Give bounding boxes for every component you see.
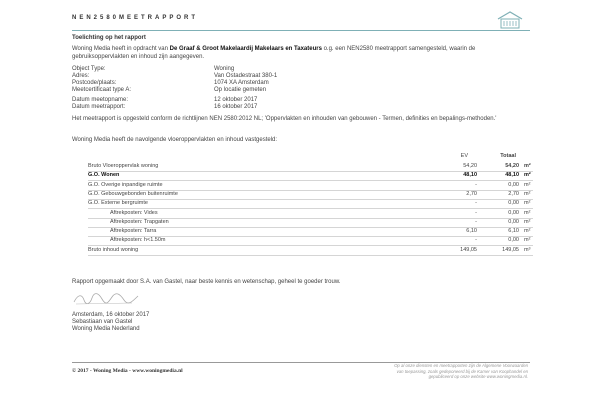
row-ev-value: 54,20 <box>463 163 477 169</box>
footer-copyright: © 2017 - Woning Media - www.woningmedia.nl <box>72 368 183 374</box>
row-label: G.O. Overige inpandige ruimte <box>88 181 163 188</box>
object-info-value: Woning <box>214 66 235 72</box>
table-intro: Woning Media heeft de navolgende vloeroppervlakten en inhoud vastgesteld: <box>72 137 278 143</box>
norm-paragraph: Het meetrapport is opgesteld conform de richtlijnen NEN 2580:2012 NL; 'Oppervlakten en inhouden van gebouwen - Termen, definities en bepalings-methoden.' <box>72 116 497 122</box>
closing-block <box>72 312 149 333</box>
row-ev-value: 2,70 <box>466 190 477 197</box>
object-info-key: Adres: <box>72 73 90 79</box>
table-row <box>88 228 533 237</box>
header-divider <box>72 30 530 31</box>
date-key: Datum meetrapport: <box>72 104 126 110</box>
row-ev-value: 149,05 <box>460 246 477 253</box>
row-total-value: 2,70 <box>508 190 519 197</box>
row-unit: m² <box>524 190 531 197</box>
intro-client: De Graaf & Groot Makelaardij Makelaars en Taxateurs <box>169 46 322 52</box>
row-total-value: 0,00 <box>508 200 519 207</box>
row-ev-value: 6,10 <box>466 228 477 235</box>
intro-paragraph <box>72 45 512 61</box>
row-unit: m² <box>524 209 531 216</box>
row-ev-value: - <box>475 200 477 207</box>
table-row <box>88 172 533 181</box>
object-info-key: Object Type: <box>72 66 106 72</box>
row-unit: m² <box>524 181 531 188</box>
intro-pre: Woning Media heeft in opdracht van <box>72 46 170 52</box>
row-total-value: 6,10 <box>508 228 519 235</box>
row-label: Aftrekposten: h<1.50m <box>110 237 166 244</box>
footer-disclaimer-line: Op al onze diensten en meetrapporten zijn de Algemene Voorwaarden <box>394 363 528 368</box>
table-row <box>88 182 533 191</box>
row-label: Bruto inhoud woning <box>88 246 139 253</box>
row-label: Aftrekposten: Tarra <box>110 228 157 235</box>
handwritten-signature-icon <box>72 288 142 308</box>
row-total-value: 0,00 <box>508 181 519 188</box>
closing-company: Woning Media Nederland <box>72 326 140 332</box>
row-ev-value: - <box>475 237 477 244</box>
ev-column-header: EV <box>460 153 468 159</box>
table-row <box>88 219 533 228</box>
object-info-value: Van Ostadestraat 380-1 <box>214 73 278 79</box>
table-row <box>88 200 533 209</box>
row-total-value: 0,00 <box>508 218 519 225</box>
row-divider <box>88 255 533 256</box>
row-unit: m² <box>524 200 531 207</box>
date-value: 16 oktober 2017 <box>214 104 258 110</box>
row-unit: m² <box>524 228 531 235</box>
row-unit: m³ <box>524 246 531 253</box>
row-label: Bruto Vloeroppervlak woning <box>88 163 159 169</box>
date-key: Datum meetopname: <box>72 97 129 103</box>
table-row <box>88 191 533 200</box>
table-row <box>88 210 533 219</box>
row-ev-value: 48,10 <box>463 172 477 179</box>
report-header-title: NEN2580MEETRAPPORT <box>72 15 199 21</box>
closing-name: Sebastiaan van Gastel <box>72 319 133 325</box>
row-label: G.O. Externe bergruimte <box>88 200 148 207</box>
row-unit: m² <box>524 172 531 179</box>
row-total-value: 54,20 <box>505 163 519 169</box>
row-label: G.O. Gebouwgebonden buitenruimte <box>88 190 178 197</box>
footer-disclaimer <box>300 363 528 380</box>
report-subtitle: Toelichting op het rapport <box>72 35 146 41</box>
table-row <box>88 163 533 172</box>
woning-media-logo-icon <box>496 10 524 30</box>
row-total-value: 0,00 <box>508 209 519 216</box>
table-row <box>88 237 533 246</box>
row-unit: m² <box>524 237 531 244</box>
row-ev-value: - <box>475 181 477 188</box>
object-info-value: Op locatie gemeten <box>214 87 267 93</box>
row-label: Aftrekposten: Vides <box>110 209 158 216</box>
footer-disclaimer-line: van toepassing, zoals gedeponeerd bij de Kamer van Koophandel en <box>396 368 528 374</box>
row-total-value: 0,00 <box>508 237 519 244</box>
closing-place-date: Amsterdam, 16 oktober 2017 <box>72 312 150 318</box>
date-value: 12 oktober 2017 <box>214 97 258 103</box>
row-unit: m² <box>524 163 531 169</box>
row-ev-value: - <box>475 209 477 216</box>
row-unit: m² <box>524 218 531 225</box>
table-row <box>88 247 533 256</box>
footer-disclaimer-line: gepubliceerd op onze website www.woningmedia.nl. <box>428 374 528 379</box>
intro-post: o.g. een NEN2580 meetrapport samengesteld, waarin de gebruiksoppervlakten en inhoud zijn aangegeven. <box>72 46 476 60</box>
attestation-text: Rapport opgemaakt door S.A. van Gastel, naar beste kennis en wetenschap, geheel te goeder trouw. <box>72 279 341 285</box>
row-label: G.O. Wonen <box>88 172 120 179</box>
object-info-key: Postcode/plaats: <box>72 80 117 86</box>
row-ev-value: - <box>475 218 477 225</box>
row-label: Aftrekposten: Trapgaten <box>110 218 169 225</box>
total-column-header: Totaal <box>500 153 516 159</box>
row-total-value: 48,10 <box>505 172 519 179</box>
object-info-key: Meetcertificaat type A: <box>72 87 132 93</box>
row-total-value: 149,05 <box>502 246 519 253</box>
object-info-value: 1074 XA Amsterdam <box>214 80 269 86</box>
